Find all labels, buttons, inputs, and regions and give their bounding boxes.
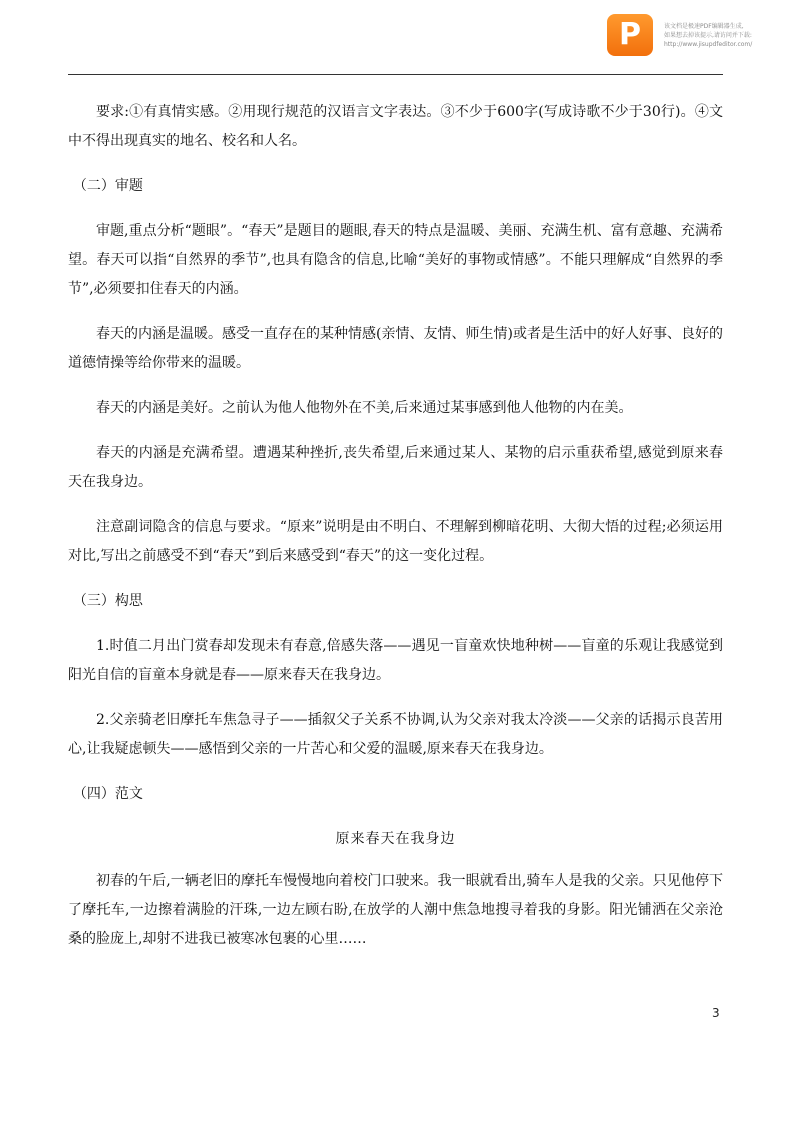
section-heading-3: （三）构思 xyxy=(72,593,143,609)
meaning-warmth-paragraph: 春天的内涵是温暖。感受一直存在的某种情感(亲情、友情、师生情)或者是生活中的好人好事、良好的道德情操等给你带来的温暖。 xyxy=(68,326,723,371)
outline-item-2: 2.父亲骑老旧摩托车焦急寻子——插叙父子关系不协调,认为父亲对我太冷淡——父亲的话揭示良苦用心,让我疑虑顿失——感悟到父亲的一片苦心和父爱的温暖,原来春天在我身边。 xyxy=(68,712,723,757)
meaning-hope-paragraph: 春天的内涵是充满希望。遭遇某种挫折,丧失希望,后来通过某人、某物的启示重获希望,感觉到原来春天在我身边。 xyxy=(68,445,723,490)
page-number: 3 xyxy=(712,1006,720,1020)
meaning-beauty-paragraph: 春天的内涵是美好。之前认为他人他物外在不美,后来通过某事感到他人他物的内在美。 xyxy=(96,400,633,416)
watermark-line-3[interactable]: http://www.jisupdfeditor.com/ xyxy=(664,41,753,48)
requirements-paragraph: 要求:①有真情实感。②用现行规范的汉语言文字表达。③不少于600字(写成诗歌不少于30行)。④文中不得出现真实的地名、校名和人名。 xyxy=(68,104,723,149)
header-divider xyxy=(68,74,723,75)
analysis-paragraph: 审题,重点分析“题眼”。“春天”是题目的题眼,春天的特点是温暖、美丽、充满生机、富有意趣、充满希望。春天可以指“自然界的季节”,也具有隐含的信息,比喻“美好的事物或情感”。不能只理解成“自然界的季节”,必须要扣住春天的内涵。 xyxy=(68,223,723,297)
adverb-note-paragraph: 注意副词隐含的信息与要求。“原来”说明是由不明白、不理解到柳暗花明、大彻大悟的过程;必须运用对比,写出之前感受不到“春天”到后来感受到“春天”的这一变化过程。 xyxy=(68,519,723,564)
watermark-line-1: 该文档是极速PDF编辑器生成, xyxy=(664,23,744,30)
logo-letter: P xyxy=(619,17,641,52)
section-heading-4: （四）范文 xyxy=(72,786,143,802)
essay-title: 原来春天在我身边 xyxy=(335,831,456,847)
essay-paragraph: 初春的午后,一辆老旧的摩托车慢慢地向着校门口驶来。我一眼就看出,骑车人是我的父亲。只见他停下了摩托车,一边擦着满脸的汗珠,一边左顾右盼,在放学的人潮中焦急地搜寻着我的身影。阳光铺洒在父亲沧桑的脸庞上,却射不进我已被寒冰包裹的心里…… xyxy=(68,873,723,947)
document-body xyxy=(68,98,723,954)
watermark-line-2: 如果想去掉该提示,请访问并下载: xyxy=(664,32,752,39)
outline-item-1: 1.时值二月出门赏春却发现未有春意,倍感失落——遇见一盲童欢快地种树——盲童的乐观让我感觉到阳光自信的盲童本身就是春——原来春天在我身边。 xyxy=(68,638,723,683)
pdf-editor-logo xyxy=(607,14,653,56)
watermark-note xyxy=(664,22,790,49)
section-heading-2: （二）审题 xyxy=(72,178,143,194)
